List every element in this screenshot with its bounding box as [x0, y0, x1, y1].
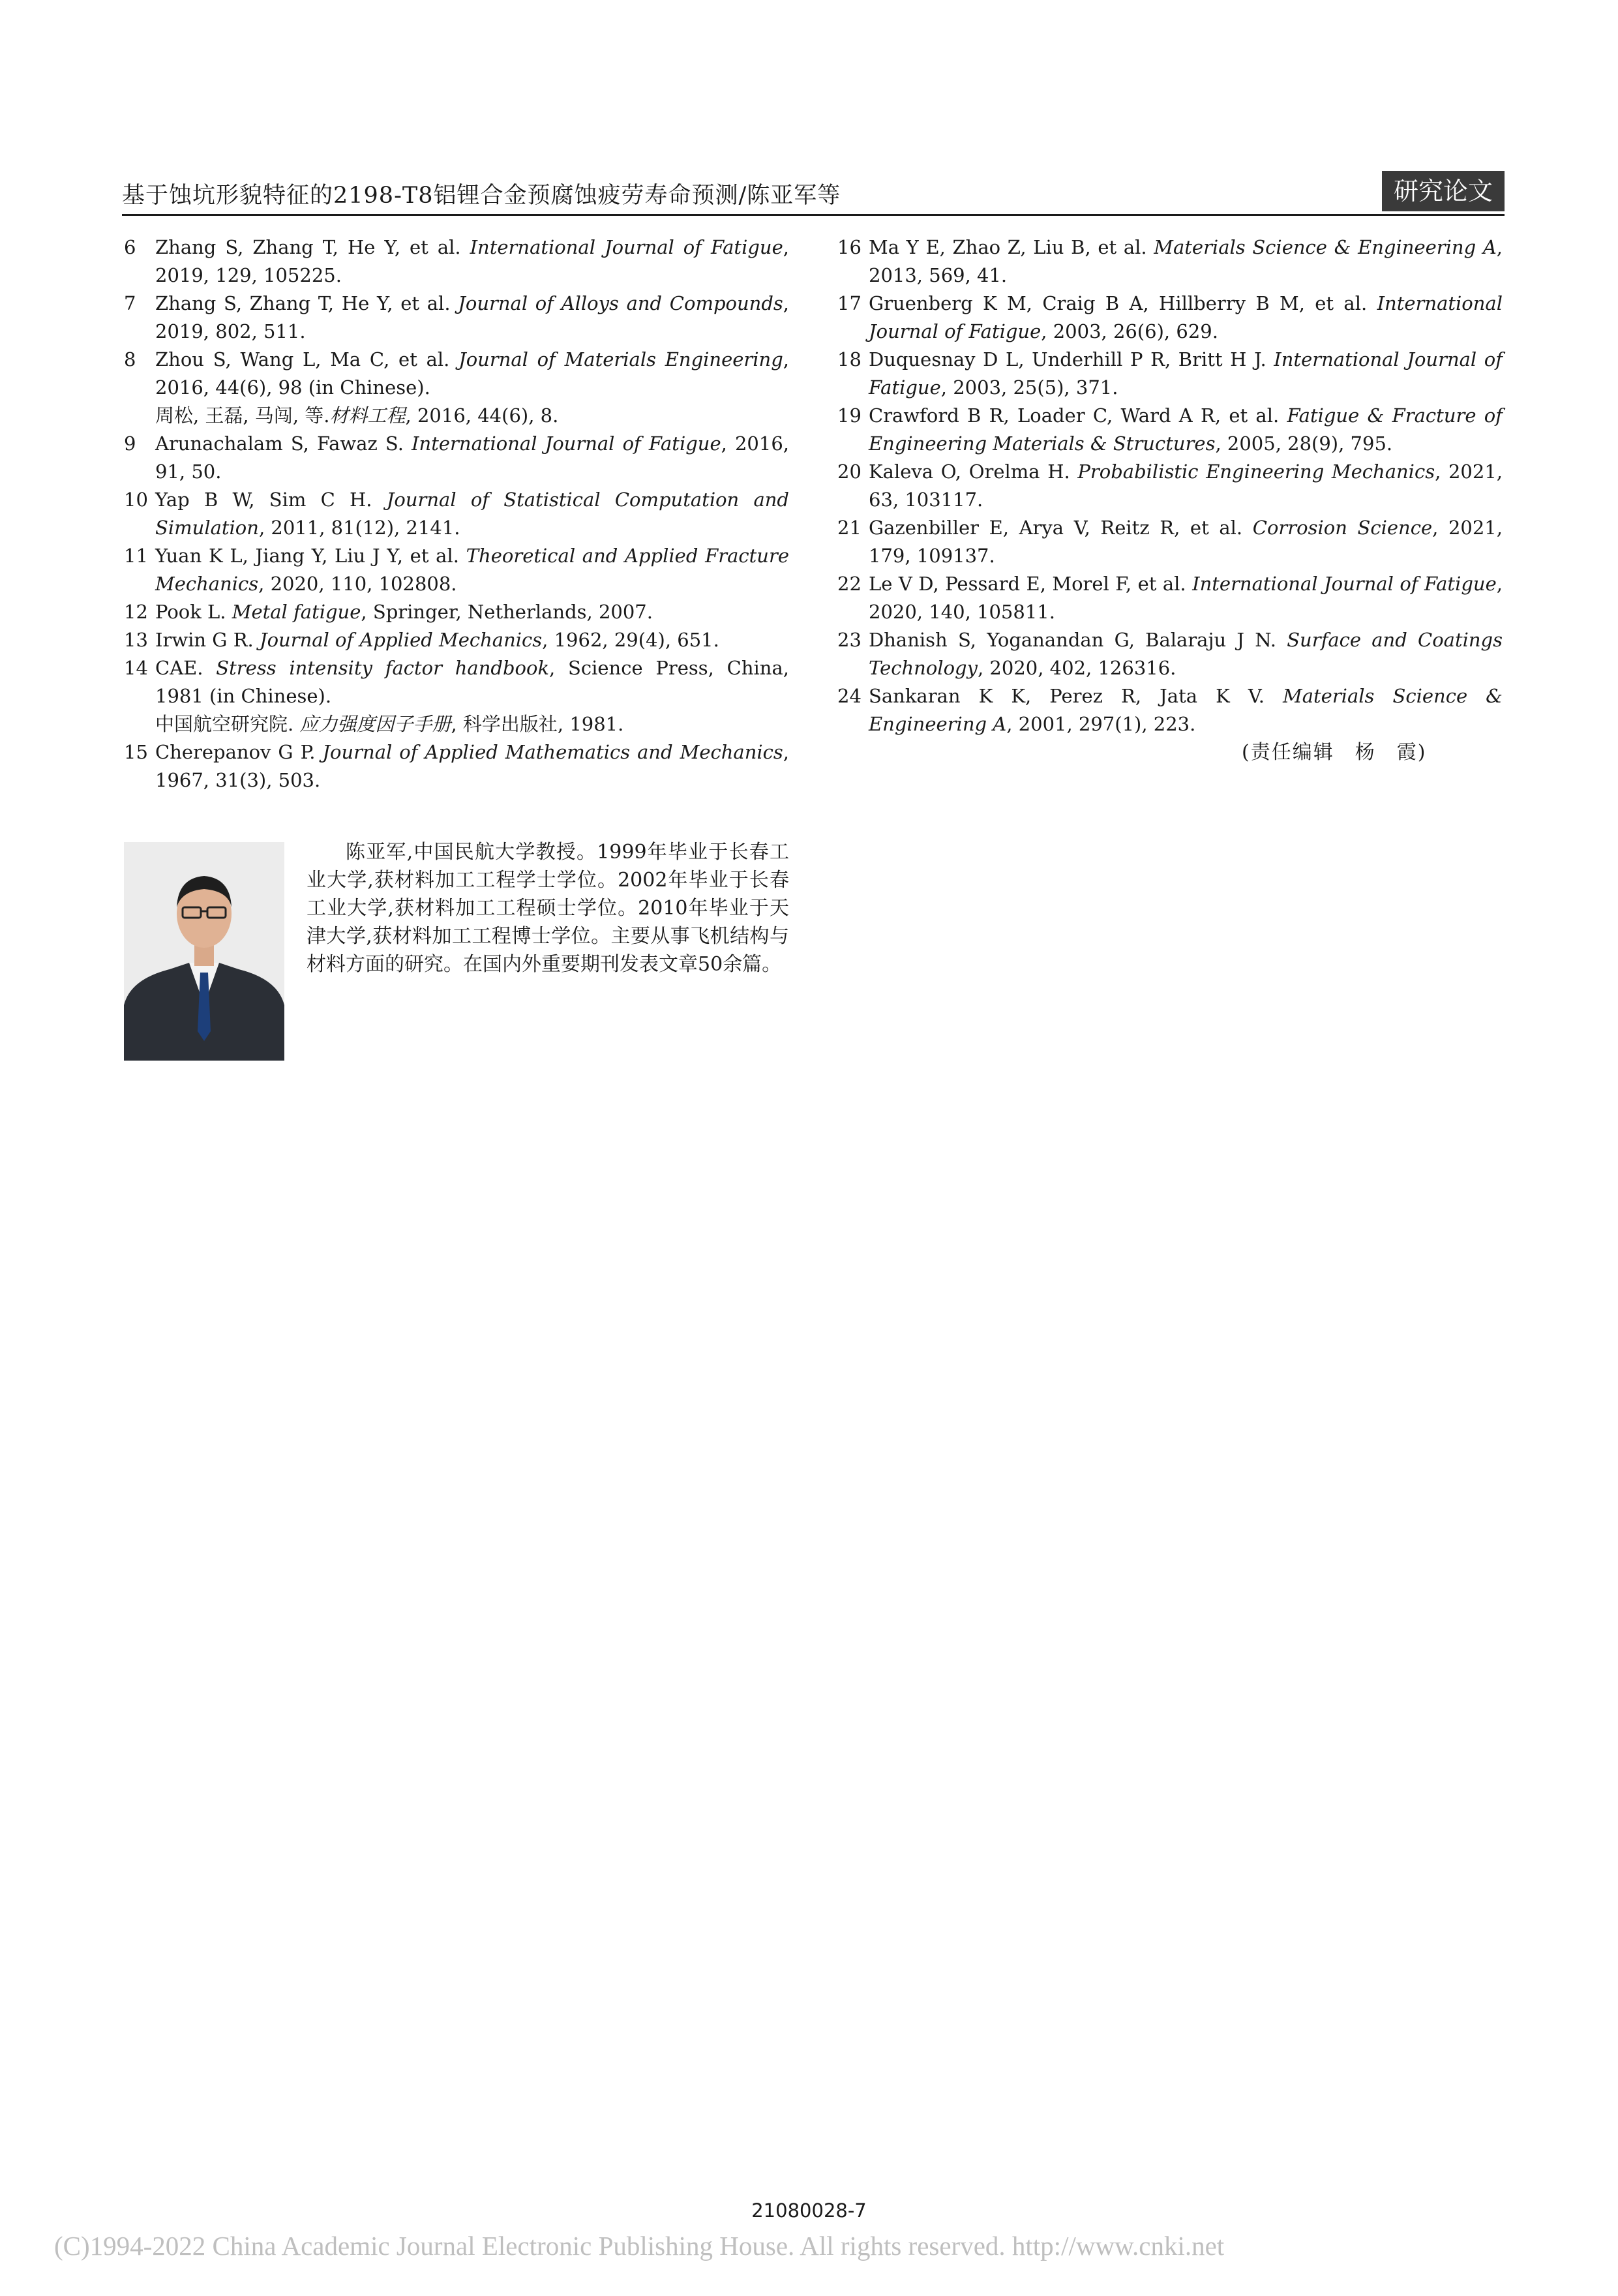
reference-number: 24	[837, 685, 861, 707]
reference-number: 22	[837, 573, 861, 595]
reference-text: Zhang S, Zhang T, He Y, et al.	[155, 236, 470, 258]
reference-source-title: Metal fatigue	[232, 601, 361, 623]
reference-source-title: Probabilistic Engineering Mechanics	[1077, 461, 1435, 483]
reference-text: Dhanish S, Yoganandan G, Balaraju J N.	[869, 629, 1287, 651]
reference-source-title: 材料工程	[329, 404, 406, 427]
reference-text: , 2005, 28(9), 795.	[1215, 432, 1393, 455]
reference-number: 16	[837, 236, 861, 258]
reference-number: 15	[124, 741, 148, 763]
page-number: 21080028-7	[751, 2199, 867, 2222]
reference-number: 21	[837, 517, 861, 539]
reference-item	[837, 682, 1503, 738]
reference-source-title: Journal of Materials Engineering	[458, 348, 783, 370]
reference-text: Duquesnay D L, Underhill P R, Britt H J.	[869, 348, 1274, 370]
reference-source-title: Fatigue & Fracture of Engineering Materials & Structures	[869, 404, 1503, 455]
reference-text: , 2020, 140, 105811.	[869, 573, 1503, 623]
reference-item	[837, 570, 1503, 626]
reference-text: Sankaran K K, Perez R, Jata K V.	[869, 685, 1283, 707]
reference-source-title: Stress intensity factor handbook	[216, 657, 550, 679]
reference-source-title: Journal of Alloys and Compounds	[458, 292, 783, 314]
reference-source-title: Journal of Statistical Computation and Simulation	[155, 489, 789, 539]
reference-item	[837, 346, 1503, 402]
reference-item	[124, 598, 789, 626]
reference-item	[837, 402, 1503, 458]
reference-item	[837, 234, 1503, 290]
editor-note: (责任编辑 杨 霞)	[1242, 741, 1427, 764]
reference-text: Zhang S, Zhang T, He Y, et al.	[155, 292, 458, 314]
reference-text: Le V D, Pessard E, Morel F, et al.	[869, 573, 1193, 595]
reference-chinese-translation	[155, 402, 789, 430]
references-left-column	[124, 234, 789, 794]
reference-source-title: International Journal of Fatigue	[1192, 573, 1497, 595]
reference-text: Zhou S, Wang L, Ma C, et al.	[155, 348, 459, 370]
reference-number: 17	[837, 292, 861, 314]
reference-text: , 1967, 31(3), 503.	[155, 741, 789, 791]
reference-item	[124, 430, 789, 486]
references-right-column	[837, 234, 1503, 738]
reference-source-title: Materials Science & Engineering A	[1154, 236, 1497, 258]
author-biography: 陈亚军,中国民航大学教授。1999年毕业于长春工业大学,获材料加工工程学士学位。2002年毕业于长春工业大学,获材料加工工程硕士学位。2010年毕业于天津大学,获材料加工工程博士学位。主要从事飞机结构与材料方面的研究。在国内外重要期刊发表文章50余篇。	[307, 841, 789, 976]
reference-item	[837, 514, 1503, 570]
reference-text: , Science Press, China, 1981 (in Chinese).	[155, 657, 789, 707]
reference-source-title: Materials Science & Engineering A	[869, 685, 1503, 735]
reference-item	[124, 234, 789, 290]
reference-text: , 2001, 297(1), 223.	[1006, 713, 1196, 735]
reference-text: , 2019, 802, 511.	[155, 292, 789, 342]
copyright-notice: (C)1994-2022 China Academic Journal Electronic Publishing House. All rights reserved. http://www.cnki.net	[54, 2231, 1225, 2261]
reference-number: 18	[837, 348, 861, 370]
reference-text: , 2011, 81(12), 2141.	[258, 517, 460, 539]
reference-source-title: International Journal of Fatigue	[470, 236, 783, 258]
reference-item	[124, 290, 789, 346]
reference-item	[124, 626, 789, 654]
reference-number: 11	[124, 545, 148, 567]
reference-text: Irwin G R.	[155, 629, 260, 651]
reference-number: 19	[837, 404, 861, 427]
reference-text: Kaleva O, Orelma H.	[869, 461, 1078, 483]
reference-item	[837, 458, 1503, 514]
reference-item	[124, 738, 789, 794]
reference-text: Gazenbiller E, Arya V, Reitz R, et al.	[869, 517, 1253, 539]
reference-text: 中国航空研究院.	[155, 713, 300, 735]
reference-text: , 2013, 569, 41.	[869, 236, 1503, 286]
reference-text: , 2020, 110, 102808.	[258, 573, 457, 595]
reference-text: Arunachalam S, Fawaz S.	[155, 432, 412, 455]
reference-item	[124, 654, 789, 738]
reference-text: Ma Y E, Zhao Z, Liu B, et al.	[869, 236, 1154, 258]
reference-text: , 2003, 25(5), 371.	[940, 376, 1118, 399]
reference-text: Pook L.	[155, 601, 232, 623]
reference-text: , 2003, 26(6), 629.	[1041, 320, 1218, 342]
reference-text: , 2016, 91, 50.	[155, 432, 789, 483]
reference-item	[124, 486, 789, 542]
reference-source-title: International Journal of Fatigue	[869, 348, 1503, 399]
running-header	[122, 171, 1505, 217]
reference-number: 20	[837, 461, 861, 483]
reference-text: CAE.	[155, 657, 217, 679]
reference-number: 8	[124, 348, 136, 370]
header-rule	[122, 214, 1505, 216]
reference-text: , 2021, 63, 103117.	[869, 461, 1503, 511]
reference-text: , 1962, 29(4), 651.	[542, 629, 719, 651]
reference-source-title: Surface and Coatings Technology	[869, 629, 1503, 679]
reference-text: 周松, 王磊, 马闯, 等.	[155, 404, 330, 427]
reference-text: , 2021, 179, 109137.	[869, 517, 1503, 567]
reference-number: 12	[124, 601, 148, 623]
reference-source-title: Journal of Applied Mechanics	[259, 629, 543, 651]
reference-number: 23	[837, 629, 861, 651]
author-photo	[124, 842, 284, 1061]
reference-number: 9	[124, 432, 136, 455]
reference-number: 10	[124, 489, 148, 511]
running-title: 基于蚀坑形貌特征的2198-T8铝锂合金预腐蚀疲劳寿命预测/陈亚军等	[122, 183, 841, 209]
reference-source-title: Journal of Applied Mathematics and Mechanics	[322, 741, 783, 763]
reference-chinese-translation	[155, 710, 789, 738]
reference-text: , 2016, 44(6), 98 (in Chinese).	[155, 348, 790, 399]
reference-text: Crawford B R, Loader C, Ward A R, et al.	[869, 404, 1287, 427]
reference-item	[837, 626, 1503, 682]
reference-source-title: Corrosion Science	[1252, 517, 1433, 539]
reference-text: Gruenberg K M, Craig B A, Hillberry B M, et al.	[869, 292, 1377, 314]
reference-number: 14	[124, 657, 148, 679]
reference-source-title: International Journal of Fatigue	[412, 432, 721, 455]
reference-source-title: Theoretical and Applied Fracture Mechanics	[155, 545, 789, 595]
author-portrait-image	[124, 842, 284, 1061]
reference-text: Yap B W, Sim C H.	[155, 489, 387, 511]
reference-source-title: 应力强度因子手册	[299, 713, 451, 735]
reference-item	[837, 290, 1503, 346]
reference-source-title: International Journal of Fatigue	[869, 292, 1503, 342]
reference-item	[124, 346, 789, 430]
reference-text: , 2019, 129, 105225.	[155, 236, 789, 286]
reference-text: , 科学出版社, 1981.	[451, 713, 624, 735]
section-badge: 研究论文	[1382, 171, 1505, 211]
reference-text: Cherepanov G P.	[155, 741, 323, 763]
reference-text: , 2016, 44(6), 8.	[405, 404, 559, 427]
reference-number: 13	[124, 629, 148, 651]
reference-number: 7	[124, 292, 136, 314]
reference-number: 6	[124, 236, 136, 258]
reference-text: , Springer, Netherlands, 2007.	[361, 601, 653, 623]
reference-item	[124, 542, 789, 598]
reference-text: , 2020, 402, 126316.	[978, 657, 1176, 679]
reference-text: Yuan K L, Jiang Y, Liu J Y, et al.	[155, 545, 466, 567]
